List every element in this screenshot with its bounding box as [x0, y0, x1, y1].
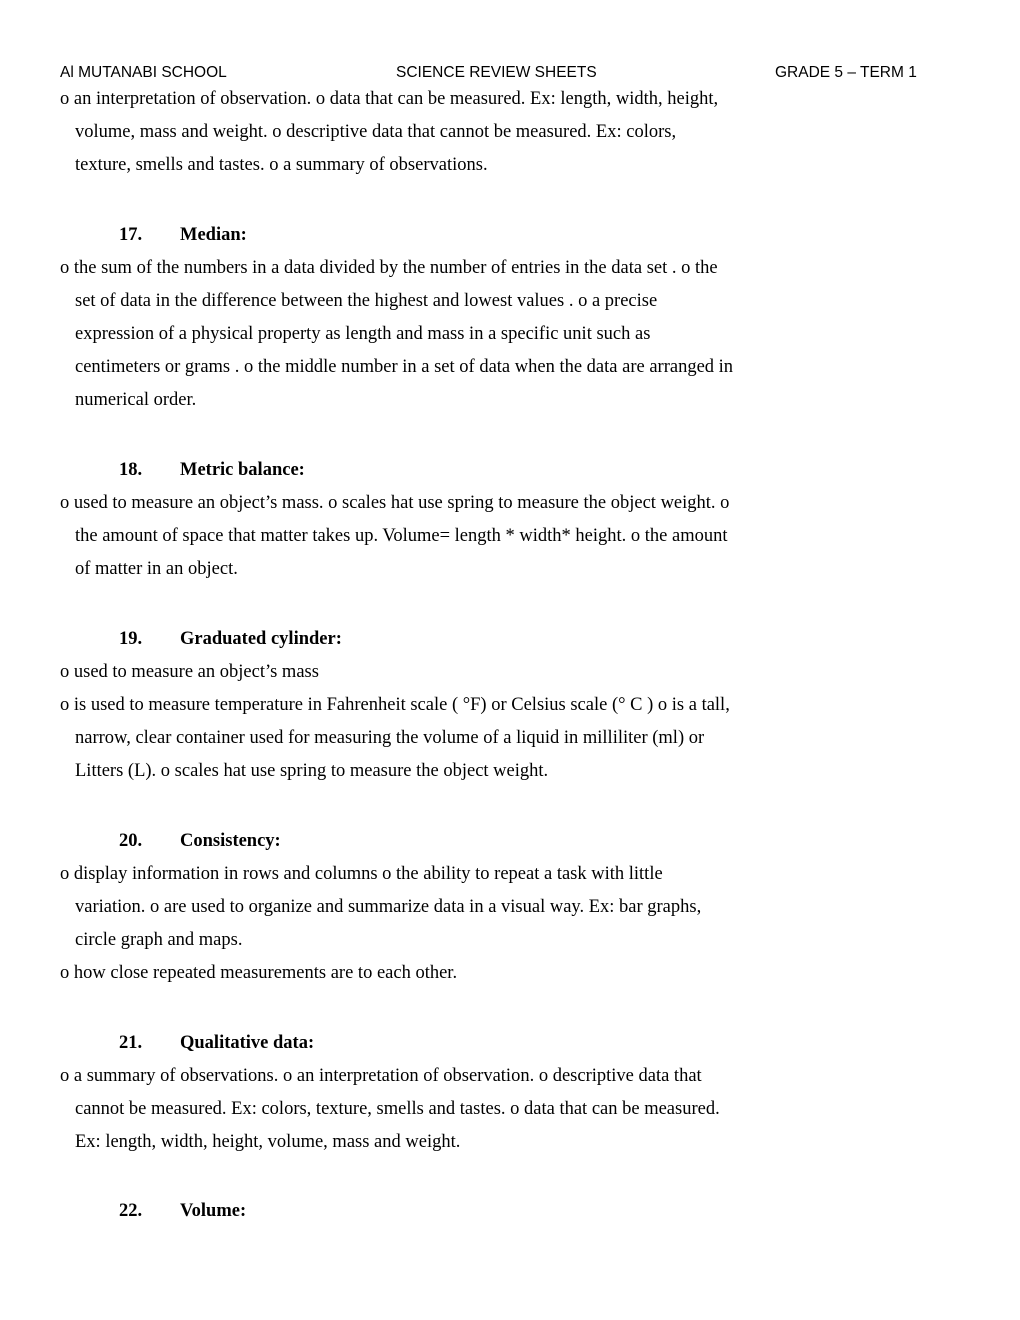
question-title: Median: [180, 225, 247, 245]
question-number: 18. [119, 460, 143, 480]
option-line: o used to measure an object’s mass. o scales hat use spring to measure the object weight. o [60, 493, 730, 513]
school-name: Al MUTANABI SCHOOL [60, 64, 227, 81]
option-line: cannot be measured. Ex: colors, texture, smells and tastes. o data that can be measured. [75, 1099, 720, 1119]
question-title: Graduated cylinder: [180, 629, 342, 649]
option-line: circle graph and maps. [75, 930, 243, 950]
option-line: the amount of space that matter takes up. Volume= length * width* height. o the amount [75, 526, 728, 546]
option-line: of matter in an object. [75, 559, 238, 579]
option-line: variation. o are used to organize and summarize data in a visual way. Ex: bar graphs, [75, 897, 702, 917]
intro-line: o an interpretation of observation. o data that can be measured. Ex: length, width, height, [60, 89, 719, 109]
question-number: 17. [119, 225, 143, 245]
grade-term: GRADE 5 – TERM 1 [775, 64, 917, 81]
option-line: o the sum of the numbers in a data divided by the number of entries in the data set . o the [60, 258, 718, 278]
option-line: expression of a physical property as length and mass in a specific unit such as [75, 324, 651, 344]
option-line: numerical order. [75, 390, 197, 410]
option-line: o a summary of observations. o an interpretation of observation. o descriptive data that [60, 1066, 702, 1086]
option-line: set of data in the difference between the highest and lowest values . o a precise [75, 291, 658, 311]
question-title: Qualitative data: [180, 1033, 315, 1053]
question-number: 20. [119, 831, 143, 851]
question-number: 22. [119, 1201, 143, 1221]
question-title: Metric balance: [180, 460, 305, 480]
option-line: o used to measure an object’s mass [60, 662, 319, 682]
question-title: Consistency: [180, 831, 281, 851]
option-line: centimeters or grams . o the middle number in a set of data when the data are arranged in [75, 357, 734, 377]
intro-line: volume, mass and weight. o descriptive data that cannot be measured. Ex: colors, [75, 122, 677, 142]
question-number: 19. [119, 629, 143, 649]
option-line: o display information in rows and columns o the ability to repeat a task with little [60, 864, 663, 884]
option-line: Ex: length, width, height, volume, mass and weight. [75, 1132, 461, 1152]
question-number: 21. [119, 1033, 143, 1053]
question-title: Volume: [180, 1201, 247, 1221]
option-line: o is used to measure temperature in Fahrenheit scale ( °F) or Celsius scale (° C ) o is a tall, [60, 695, 730, 715]
option-line: o how close repeated measurements are to each other. [60, 963, 458, 983]
intro-line: texture, smells and tastes. o a summary of observations. [75, 155, 488, 175]
option-line: narrow, clear container used for measuring the volume of a liquid in milliliter (ml) or [75, 728, 705, 748]
sheet-title: SCIENCE REVIEW SHEETS [396, 64, 597, 81]
option-line: Litters (L). o scales hat use spring to measure the object weight. [75, 761, 549, 781]
